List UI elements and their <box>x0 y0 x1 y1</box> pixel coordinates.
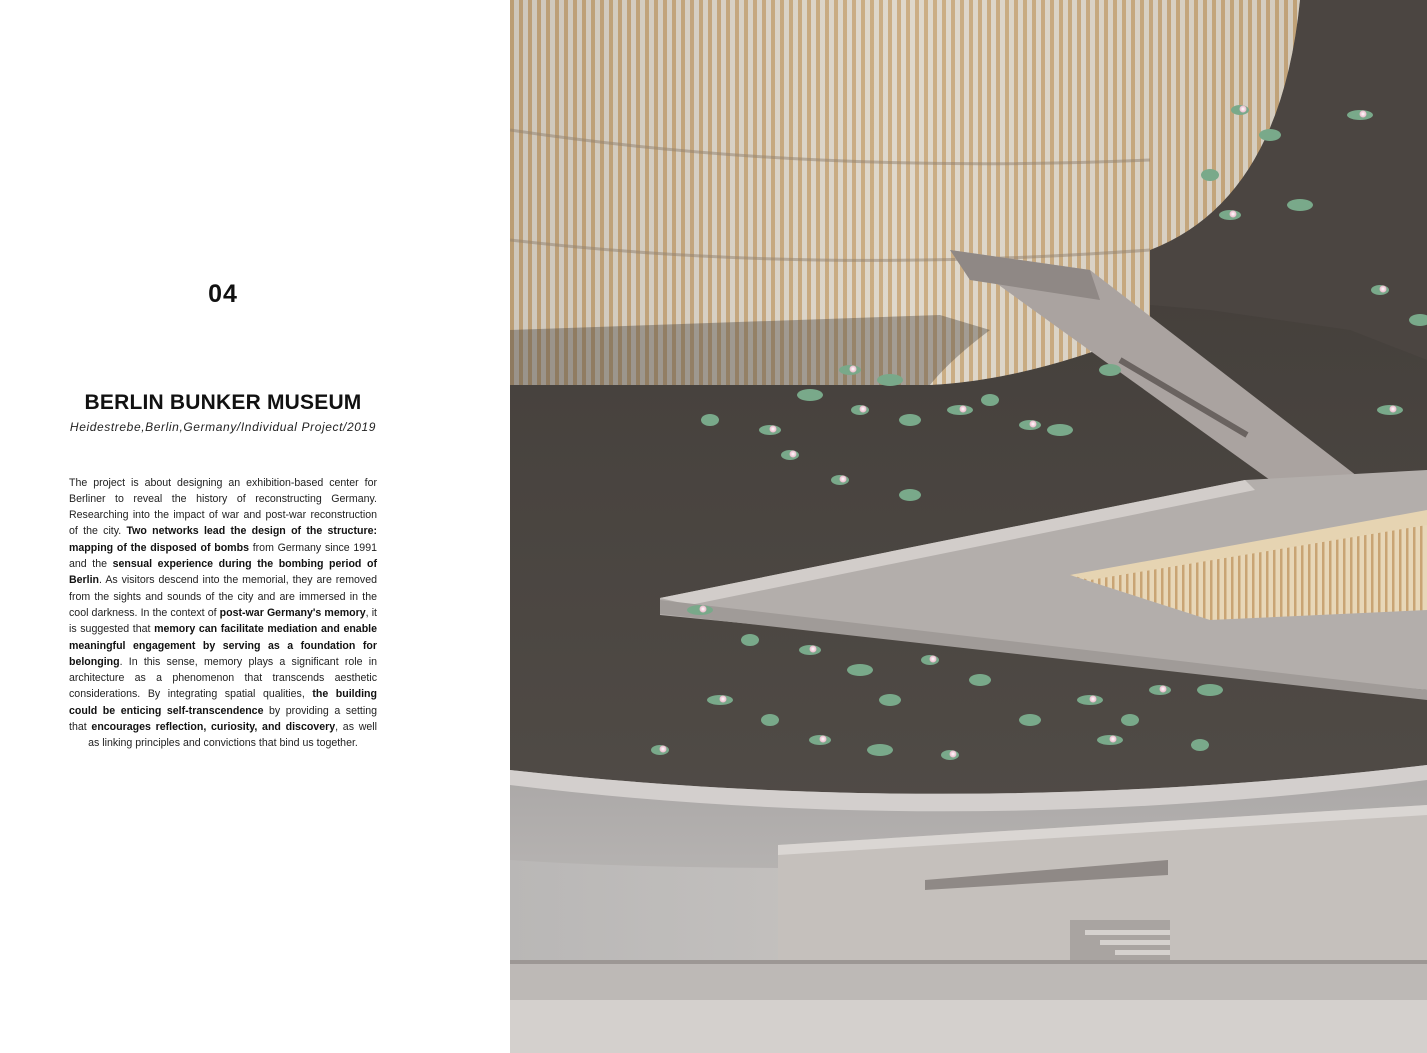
lily-pad <box>761 714 779 726</box>
description-text: . In this sense, memory plays a significant role in architecture as a phenomenon that transcends aesthetic considerations. By integrating spatial qualities, <box>69 655 377 701</box>
stairs <box>1070 920 1170 960</box>
lily-pad <box>1259 129 1281 141</box>
description-emphasis: memory can facilitate mediation and enable meaningful engagement by serving as a foundation for belonging <box>69 623 378 668</box>
description-text: , it is suggested that <box>69 606 377 636</box>
lily-pad <box>1099 364 1121 376</box>
lily-pad <box>879 694 901 706</box>
lily-pad <box>1077 695 1103 705</box>
lily-pad <box>759 425 781 435</box>
lily-pad <box>687 605 713 615</box>
lily-pad <box>1231 105 1249 115</box>
lily-pad <box>847 664 873 676</box>
lily-pad <box>941 750 959 760</box>
lily-pad <box>839 365 861 375</box>
lily-pad <box>741 634 759 646</box>
lily-pad <box>701 414 719 426</box>
lily-pad <box>797 389 823 401</box>
text-panel <box>0 0 510 1053</box>
lily-pad <box>799 645 821 655</box>
description-text: . As visitors descend into the memorial, they are removed from the sights and sounds of the city and are immersed in the cool darkness. In the context of <box>69 574 377 619</box>
lily-pad <box>707 695 733 705</box>
lily-pad <box>1019 714 1041 726</box>
lily-pad <box>1191 739 1209 751</box>
project-title: BERLIN BUNKER MUSEUM <box>84 391 362 414</box>
lily-pad <box>877 374 903 386</box>
lily-pad <box>947 405 973 415</box>
lily-pad <box>651 745 669 755</box>
description-text: by providing a setting that <box>69 704 377 734</box>
lily-pad <box>831 475 849 485</box>
description-emphasis: post-war Germany's memory <box>219 606 366 619</box>
bottom-ledge <box>510 960 1427 1000</box>
lily-pad <box>1371 285 1389 295</box>
lily-pad <box>1219 210 1241 220</box>
lily-pad <box>981 394 999 406</box>
description-text: , as well as linking principles and convictions that bind us together. <box>88 721 377 750</box>
lily-pad <box>1149 685 1171 695</box>
lily-pad <box>1097 735 1123 745</box>
lily-pad <box>1201 169 1219 181</box>
description-text: The project is about designing an exhibition-based center for Berliner to reveal the history of reconstructing Germany. Researching into the impact of war and post-war reconstruction of the city. <box>69 476 377 538</box>
lily-pad <box>921 655 939 665</box>
lily-pad <box>1121 714 1139 726</box>
description-emphasis: the building could be enticing self-transcendence <box>69 688 377 717</box>
lily-pad <box>1287 199 1313 211</box>
lily-pad <box>1377 405 1403 415</box>
project-subtitle: Heidestrebe,Berlin,Germany/Individual Project/2019 <box>69 420 377 434</box>
lily-pad <box>851 405 869 415</box>
lily-pad <box>781 450 799 460</box>
description-emphasis: sensual experience during the bombing period of Berlin <box>69 558 377 587</box>
lily-pad <box>899 489 921 501</box>
lily-pad <box>1347 110 1373 120</box>
lily-pad <box>1019 420 1041 430</box>
description-text: from Germany since 1991 and the <box>69 541 377 571</box>
museum-rendering <box>510 0 1427 1053</box>
lily-pad <box>1197 684 1223 696</box>
lily-pad <box>899 414 921 426</box>
project-description <box>69 475 377 752</box>
lily-pad <box>867 744 893 756</box>
description-emphasis: encourages reflection, curiosity, and discovery <box>91 721 336 734</box>
lily-pad <box>809 735 831 745</box>
lily-pad <box>969 674 991 686</box>
description-emphasis: Two networks lead the design of the structure: mapping of the disposed of bombs <box>69 525 377 554</box>
lily-pad <box>1047 424 1073 436</box>
project-number: 04 <box>208 280 238 308</box>
